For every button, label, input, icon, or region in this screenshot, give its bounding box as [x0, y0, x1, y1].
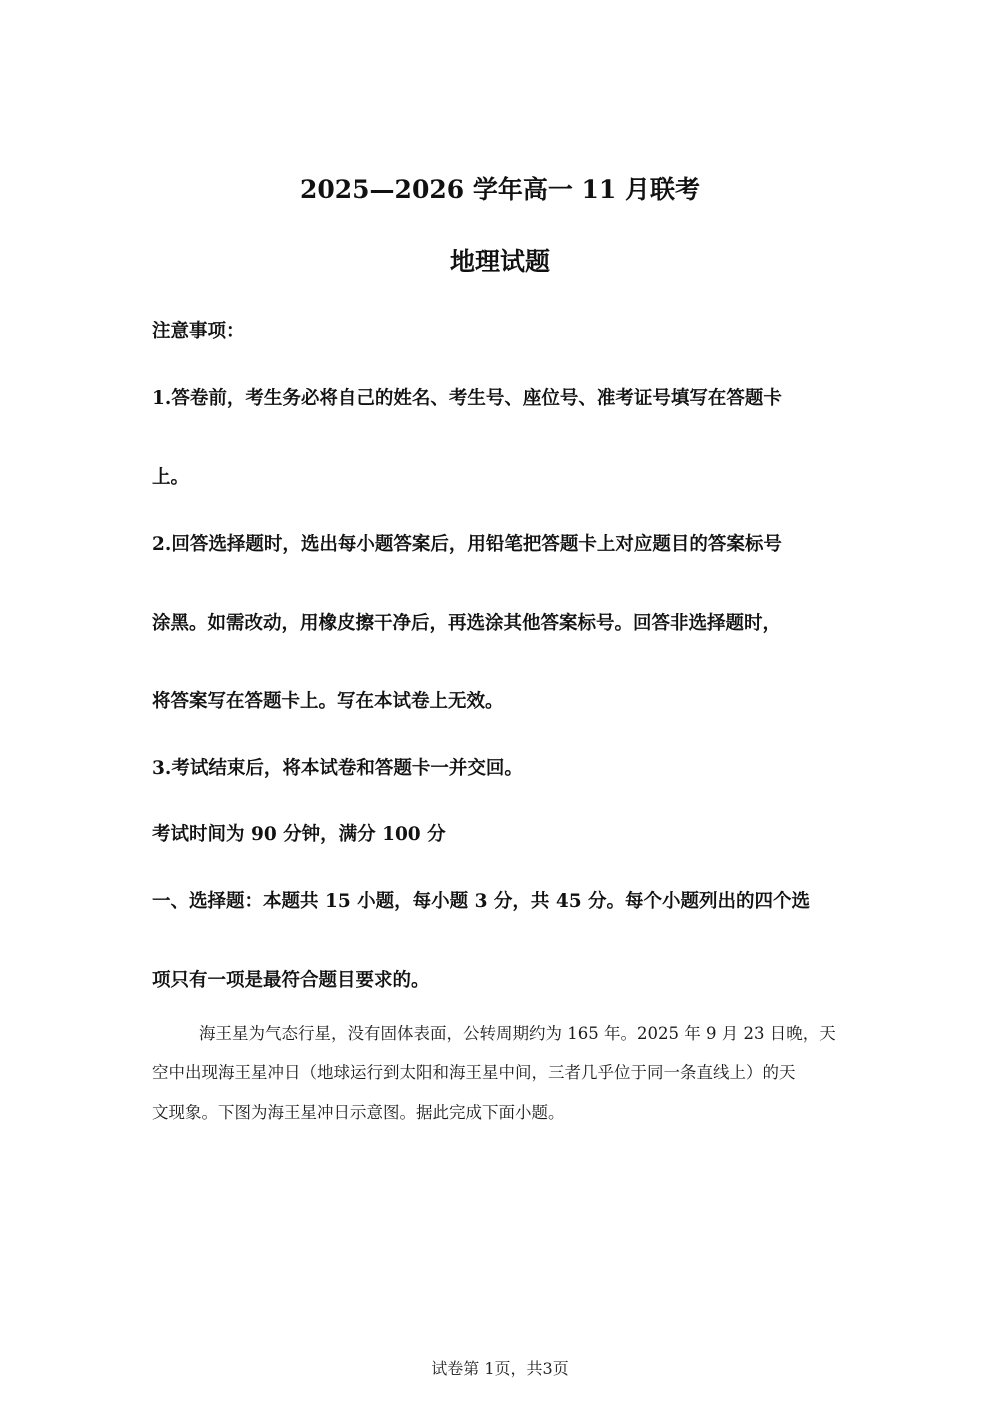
notice-line: 涂黑。如需改动，用橡皮擦干净后，再选涂其他答案标号。回答非选择题时，: [152, 613, 782, 634]
exam-info: 考试时间为 90 分钟，满分 100 分: [152, 824, 446, 845]
passage-line: 空中出现海王星冲日（地球运行到太阳和海王星中间，三者几乎位于同一条直线上）的天: [152, 1063, 796, 1082]
notice-line: 2.回答选择题时，选出每小题答案后，用铅笔把答题卡上对应题目的答案标号: [152, 534, 782, 555]
exam-title: 2025—2026 学年高一 11 月联考: [299, 175, 701, 204]
passage-line: 文现象。下图为海王星冲日示意图。据此完成下面小题。: [152, 1103, 565, 1122]
passage-line: 海王星为气态行星，没有固体表面，公转周期约为 165 年。2025 年 9 月 23 日晚，天: [199, 1024, 836, 1043]
notice-line: 3.考试结束后，将本试卷和答题卡一并交回。: [152, 758, 523, 779]
notice-line: 上。: [152, 467, 190, 488]
section-heading-line: 一、选择题：本题共 15 小题，每小题 3 分，共 45 分。每个小题列出的四个选: [152, 891, 811, 912]
notice-heading: 注意事项：: [152, 321, 245, 342]
notice-line: 将答案写在答题卡上。写在本试卷上无效。: [152, 691, 504, 712]
subject-title: 地理试题: [449, 247, 550, 276]
page-footer: 试卷第 1页，共3页: [431, 1359, 569, 1378]
notice-line: 1.答卷前，考生务必将自己的姓名、考生号、座位号、准考证号填写在答题卡: [152, 388, 782, 409]
section-heading-line: 项只有一项是最符合题目要求的。: [152, 970, 430, 991]
